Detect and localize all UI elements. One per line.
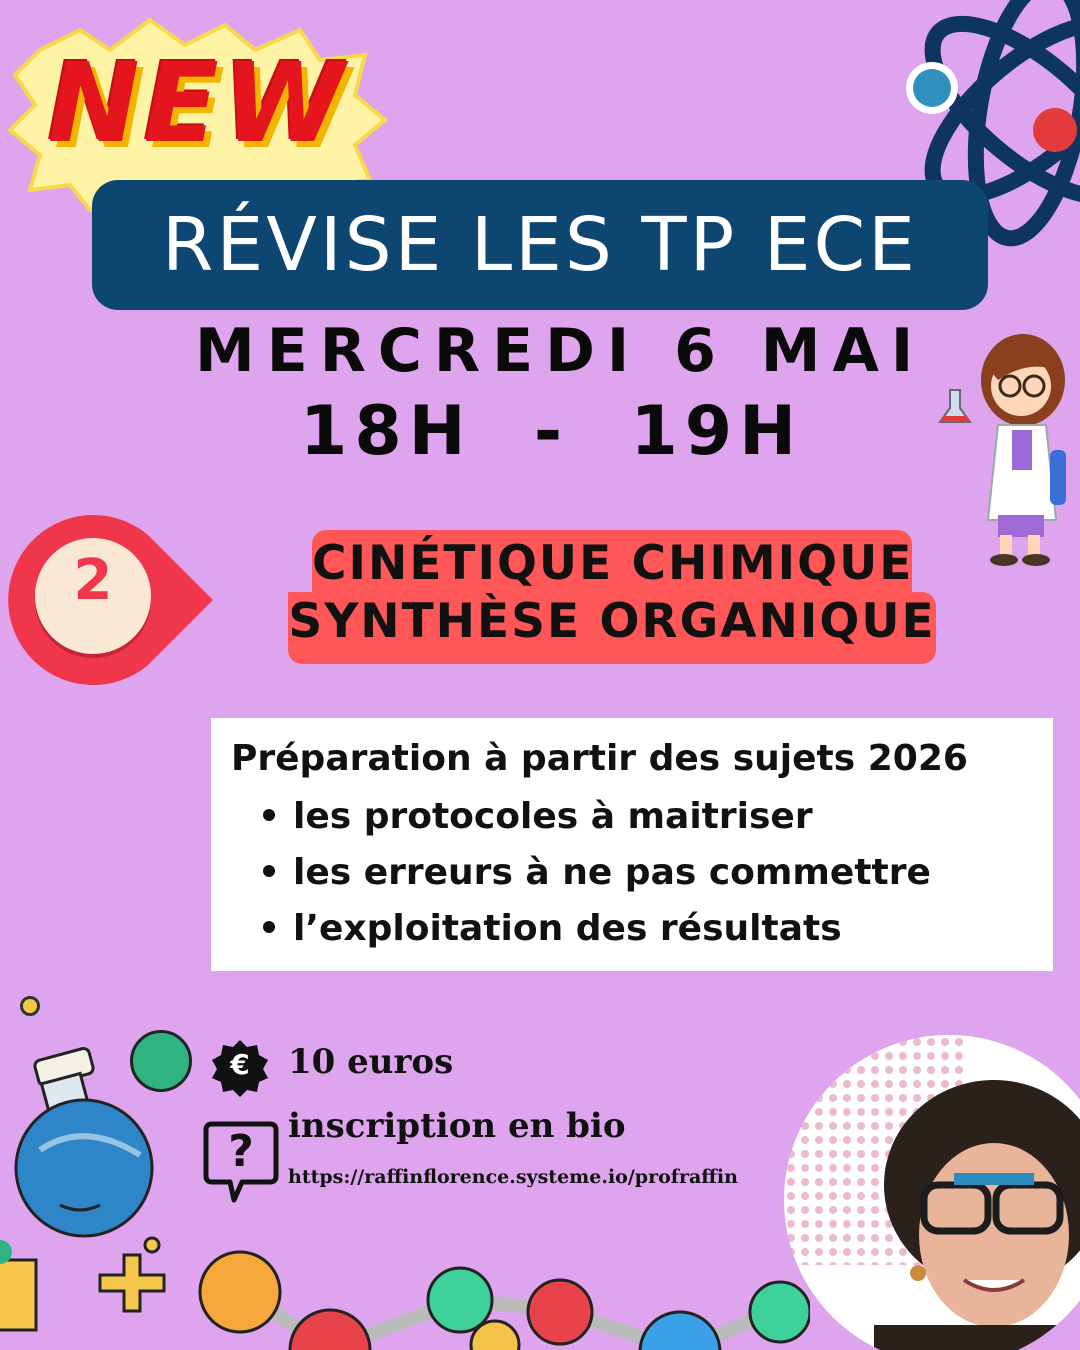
info-item bbox=[263, 850, 931, 906]
topic-2: SYNTHÈSE ORGANIQUE bbox=[288, 594, 936, 649]
presenter-photo bbox=[784, 1035, 1080, 1350]
event-date: MERCREDI 6 MAI bbox=[195, 316, 926, 386]
info-item-text: les protocoles à maitriser bbox=[293, 796, 813, 837]
question-mark: ? bbox=[228, 1126, 254, 1177]
signup-text: inscription en bio bbox=[288, 1106, 626, 1146]
info-item-text: les erreurs à ne pas commettre bbox=[293, 852, 931, 893]
flask-icon bbox=[0, 990, 200, 1350]
info-item bbox=[263, 906, 931, 962]
euro-symbol: € bbox=[230, 1048, 250, 1081]
info-item-text: l’exploitation des résultats bbox=[293, 908, 842, 949]
info-card bbox=[211, 718, 1053, 971]
info-list bbox=[263, 794, 931, 962]
session-number: 2 bbox=[73, 548, 113, 613]
info-item bbox=[263, 794, 931, 850]
info-heading: Préparation à partir des sujets 2026 bbox=[231, 738, 968, 779]
signup-url[interactable]: https://raffinflorence.systeme.io/profraffin bbox=[288, 1166, 738, 1188]
bullet-icon bbox=[263, 809, 275, 821]
topic-1: CINÉTIQUE CHIMIQUE bbox=[312, 536, 914, 591]
bullet-icon bbox=[263, 921, 275, 933]
topic-box-1 bbox=[312, 530, 912, 598]
event-time: 18H - 19H bbox=[300, 392, 803, 471]
molecules-icon bbox=[190, 1240, 810, 1350]
title: RÉVISE LES TP ECE bbox=[162, 202, 918, 288]
price-text: 10 euros bbox=[288, 1042, 454, 1082]
title-banner bbox=[92, 180, 988, 310]
topic-box-2 bbox=[288, 592, 936, 664]
new-label: NEW bbox=[47, 39, 349, 167]
scientist-illustration-icon bbox=[938, 330, 1080, 570]
new-label-wrap bbox=[38, 38, 358, 168]
bullet-icon bbox=[263, 865, 275, 877]
